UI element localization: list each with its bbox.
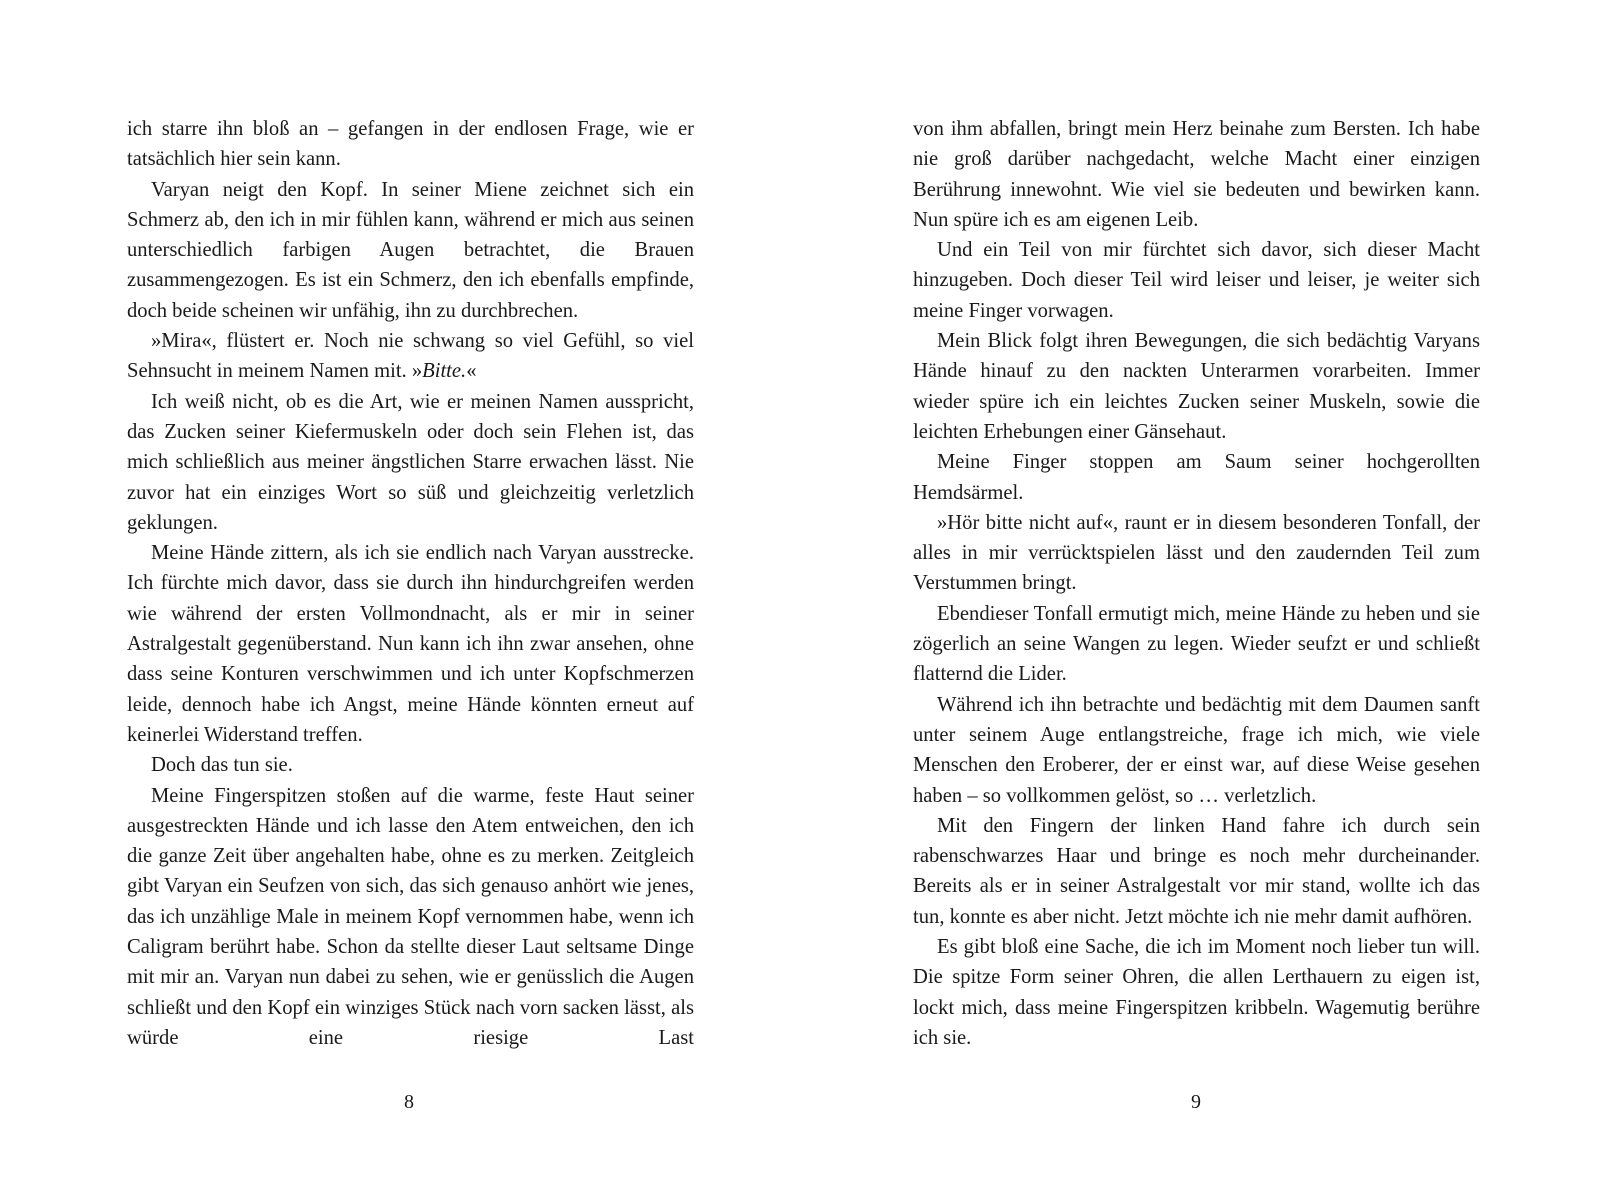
paragraph: Meine Fingerspitzen stoßen auf die warme, feste Haut seiner ausgestreckten Hände und ich lasse den Atem entweichen, den ich die ganze Zeit über angehalten habe, ohne es zu merken. Zeitgleich gibt Varyan ein Seufzen von sich, das sich genauso anhört wie jenes, das ich unzählige Male in meinem Kopf vernommen habe, wenn ich Caligram berührt habe. Schon da stellte dieser Laut seltsame Dinge mit mir an. Varyan nun dabei zu sehen, wie er genüsslich die Augen schließt und den Kopf ein winziges Stück nach vorn sacken lässt, als würde eine riesige Last — [127, 784, 694, 1049]
paragraph: ich starre ihn bloß an – gefangen in der endlosen Frage, wie er tatsächlich hier sein kann. — [127, 118, 694, 171]
paragraph: Varyan neigt den Kopf. In seiner Miene zeichnet sich ein Schmerz ab, den ich in mir fühlen kann, während er mich aus seinen unterschiedlich farbigen Augen betrachtet, die Brauen zusammengezogen. Es ist ein Schmerz, den ich ebenfalls empfinde, doch beide scheinen wir unfähig, ihn zu durchbrechen. — [127, 178, 694, 322]
paragraph-text: »Mira«, flüstert er. Noch nie schwang so viel Gefühl, so viel Sehnsucht in meinem Namen mit. » — [127, 330, 694, 383]
paragraph: Ich weiß nicht, ob es die Art, wie er meinen Namen ausspricht, das Zucken seiner Kiefermuskeln oder doch sein Flehen ist, das mich schließlich aus meiner ängstlichen Starre erwachen lässt. Nie zuvor hat ein einziges Wort so süß und gleichzeitig verletzlich geklungen. — [127, 390, 694, 534]
left-page-text — [127, 114, 694, 1053]
paragraph: Während ich ihn betrachte und bedächtig mit dem Daumen sanft unter seinem Auge entlangstreiche, frage ich mich, wie viele Menschen den Eroberer, der er einst war, auf diese Weise gesehen haben – so vollkommen gelöst, so … verletzlich. — [913, 693, 1480, 807]
page-number-right: 9 — [1191, 1091, 1201, 1113]
paragraph: Es gibt bloß eine Sache, die ich im Moment noch lieber tun will. Die spitze Form seiner Ohren, die allen Lerthauern zu eigen ist, lockt mich, dass meine Fingerspitzen kribbeln. Wagemutig berühre ich sie. — [913, 936, 1480, 1049]
paragraph: Und ein Teil von mir fürchtet sich davor, sich dieser Macht hinzugeben. Doch dieser Teil wird leiser und leiser, je weiter sich meine Finger vorwagen. — [913, 239, 1480, 322]
paragraph: von ihm abfallen, bringt mein Herz beinahe zum Bersten. Ich habe nie groß darüber nachgedacht, welche Macht einer einzigen Berührung innewohnt. Wie viel sie bedeuten und bewirken kann. Nun spüre ich es am eigenen Leib. — [913, 118, 1480, 231]
paragraph: Doch das tun sie. — [151, 754, 293, 777]
paragraph: Ebendieser Tonfall ermutigt mich, meine Hände zu heben und sie zögerlich an seine Wangen zu legen. Wieder seufzt er und schließt flatternd die Lider. — [913, 602, 1480, 686]
paragraph: Meine Finger stoppen am Saum seiner hochgerollten Hemdsärmel. — [913, 451, 1480, 504]
paragraph — [127, 326, 694, 387]
page-number-left: 8 — [404, 1091, 414, 1113]
paragraph: Mit den Fingern der linken Hand fahre ich durch sein rabenschwarzes Haar und bringe es noch mehr durcheinander. Bereits als er in seiner Astralgestalt vor mir stand, wollte ich das tun, konnte es aber nicht. Jetzt möchte ich nie mehr damit aufhören. — [913, 814, 1480, 928]
italic-word: Bitte. — [422, 360, 467, 383]
paragraph: »Hör bitte nicht auf«, raunt er in diesem besonderen Tonfall, der alles in mir verrücktspielen lässt und den zaudernden Teil zum Verstummen bringt. — [913, 511, 1480, 595]
paragraph: Meine Hände zittern, als ich sie endlich nach Varyan ausstrecke. Ich fürchte mich davor, dass sie durch ihn hindurchgreifen werden wie während der ersten Vollmondnacht, als er mir in seiner Astralgestalt gegenüberstand. Nun kann ich ihn zwar ansehen, ohne dass seine Konturen verschwimmen und ich unter Kopfschmerzen leide, dennoch habe ich Angst, meine Hände könnten erneut auf keinerlei Widerstand treffen. — [127, 542, 694, 746]
paragraph: Mein Blick folgt ihren Bewegungen, die sich bedächtig Varyans Hände hinauf zu den nackten Unterarmen vorarbeiten. Immer wieder spüre ich ein leichtes Zucken seiner Muskeln, sowie die leichten Erhebungen einer Gänsehaut. — [913, 330, 1480, 443]
right-page-text — [913, 114, 1480, 1053]
closing-quote: « — [466, 360, 477, 383]
